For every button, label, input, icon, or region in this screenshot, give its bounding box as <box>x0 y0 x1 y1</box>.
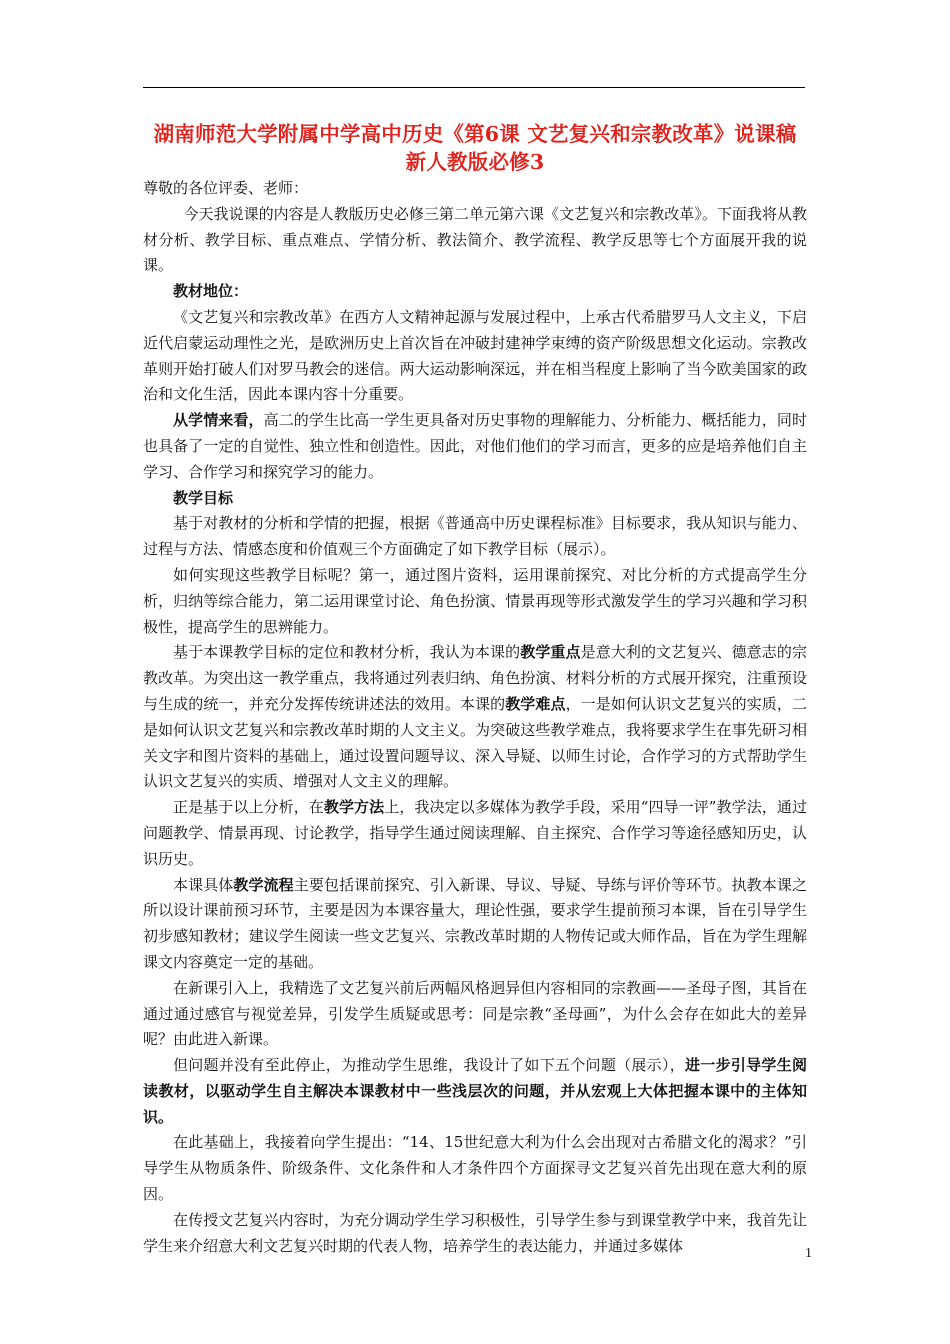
document-body <box>143 176 807 1259</box>
page-number: 1 <box>805 1246 812 1261</box>
header-rule <box>143 87 805 88</box>
section-heading-textbook: 教材地位： <box>173 282 249 301</box>
intro-paragraph: 今天我说课的内容是人教版历史必修三第二单元第六课《文艺复兴和宗教改革》。下面我将从教材分析、教学目标、重点难点、学情分析、教法简介、教学流程、教学反思等七个方面展开我的说课。 <box>143 204 807 275</box>
goals-paragraph-2: 如何实现这些教学目标呢？第一，通过图片资料，运用课前探究、对比分析的方式提高学生分析，归纳等综合能力，第二运用课堂讨论、角色扮演、情景再现等形式激发学生的学习兴趣和学习积极性，提高学生的思辨能力。 <box>143 565 807 636</box>
teaching-paragraph: 在传授文艺复兴内容时，为充分调动学生学习积极性，引导学生参与到课堂教学中来，我首先让学生来介绍意大利文艺复兴时期的代表人物，培养学生的表达能力，并通过多媒体 <box>143 1210 807 1255</box>
document-title: 湖南师范大学附属中学高中历史《第6课 文艺复兴和宗教改革》说课稿 新人教版必修3 <box>153 122 797 174</box>
student-analysis-lead: 从学情来看， <box>173 411 264 430</box>
introduction-paragraph: 在新课引入上，我精选了文艺复兴前后两幅风格迥异但内容相同的宗教画——圣母子图，其旨在通过通过感官与视觉差异，引发学生质疑或思考：同是宗教“圣母画”，为什么会存在如此大的差异呢？由此进入新课。 <box>143 978 807 1049</box>
section-heading-goals: 教学目标 <box>173 488 234 507</box>
student-analysis-paragraph: 从学情来看，高二的学生比高一学生更具备对历史事物的理解能力、分析能力、概括能力，同时也具备了一定的自觉性、独立性和创造性。因此，对他们他们的学习而言，更多的应是培养他们自主学习、合作学习和探究学习的能力。 <box>143 411 807 481</box>
questions-paragraph: 但问题并没有至此停止，为推动学生思维，我设计了如下五个问题（展示），进一步引导学生阅读教材，以驱动学生自主解决本课教材中一些浅层次的问题，并从宏观上大体把握本课中的主体知识。 <box>143 1056 807 1126</box>
greeting: 尊敬的各位评委、老师： <box>143 179 309 197</box>
process-paragraph: 本课具体教学流程主要包括课前探究、引入新课、导议、导疑、导练与评价等环节。执教本课之所以设计课前预习环节，主要是因为本课容量大，理论性强，要求学生提前预习本课，旨在引导学生初步感知教材；建议学生阅读一些文艺复兴、宗教改革时期的人物传记或大师作品，旨在为学生理解课文内容奠定一定的基础。 <box>143 875 807 971</box>
inquiry-paragraph: 在此基础上，我接着向学生提出：“14、15世纪意大利为什么会出现对古希腊文化的渴求？”引导学生从物质条件、阶级条件、文化条件和人才条件四个方面探寻文艺复兴首先出现在意大利的原因。 <box>143 1133 807 1204</box>
key-points-paragraph: 基于本课教学目标的定位和教材分析，我认为本课的教学重点是意大利的文艺复兴、德意志的宗教改革。为突出这一教学重点，我将通过列表归纳、角色扮演、材料分析的方式展开探究，注重预设与生成的统一，并充分发挥传统讲述法的效用。本课的教学难点，一是如何认识文艺复兴的实质，二是如何认识文艺复兴和宗教改革时期的人文主义。为突破这些教学难点，我将要求学生在事先研习相关文字和图片资料的基础上，通过设置问题导议、深入导疑、以师生讨论，合作学习的方式帮助学生认识文艺复兴的实质、增强对人文主义的理解。 <box>143 643 807 791</box>
textbook-paragraph: 《文艺复兴和宗教改革》在西方人文精神起源与发展过程中，上承古代希腊罗马人文主义，下启近代启蒙运动理性之光，是欧洲历史上首次旨在冲破封建神学束缚的资产阶级思想文化运动。宗教改革则开始打破人们对罗马教会的迷信。两大运动影响深远，并在相当程度上影响了当今欧美国家的政治和文化生活，因此本课内容十分重要。 <box>143 307 807 404</box>
methods-paragraph: 正是基于以上分析，在教学方法上，我决定以多媒体为教学手段，采用“四导一评”教学法，通过问题教学、情景再现、讨论教学，指导学生通过阅读理解、自主探究、合作学习等途径感知历史，认识历史。 <box>143 798 807 868</box>
goals-paragraph-1: 基于对教材的分析和学情的把握，根据《普通高中历史课程标准》目标要求，我从知识与能力、过程与方法、情感态度和价值观三个方面确定了如下教学目标（展示）。 <box>143 514 807 559</box>
